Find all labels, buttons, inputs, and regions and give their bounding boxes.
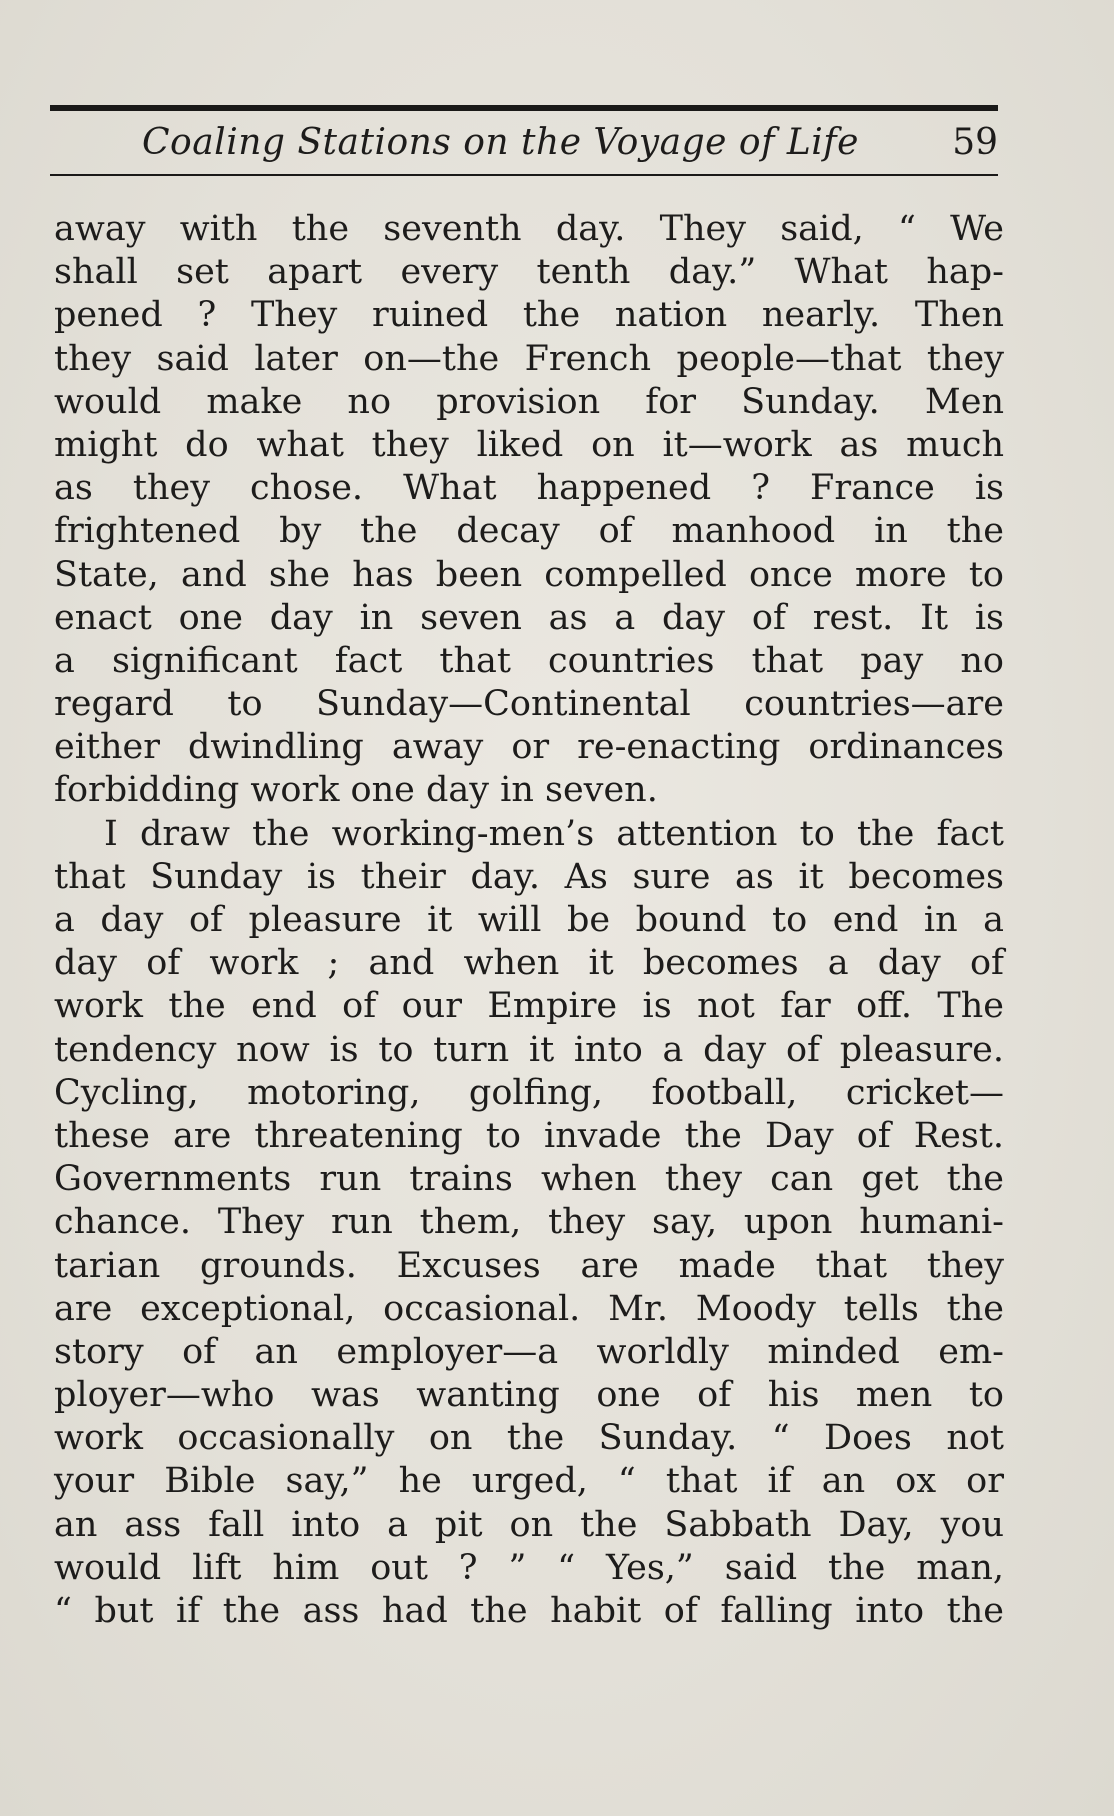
text-line: either dwindling away or re-enacting ordinances <box>54 727 1004 768</box>
text-line: a day of pleasure it will be bound to end in a <box>54 900 1004 940</box>
text-line-paragraph-start: I draw the working-men’s attention to the fact <box>104 813 1004 854</box>
text-line: enact one day in seven as a day of rest. It is <box>54 597 1004 638</box>
text-line-paragraph-end: forbidding work one day in seven. <box>54 770 658 811</box>
text-line: a significant fact that countries that pay no <box>54 640 1004 681</box>
text-line: they said later on—the French people—that they <box>54 338 1004 379</box>
text-line: story of an employer—a worldly minded em- <box>54 1331 1004 1372</box>
body-text <box>54 208 1004 1633</box>
running-head <box>50 116 998 172</box>
text-line: work occasionally on the Sunday. “ Does not <box>54 1418 1004 1459</box>
text-line: State, and she has been compelled once more to <box>54 554 1004 595</box>
text-line: regard to Sunday—Continental countries—are <box>54 684 1004 725</box>
text-line: tarian grounds. Excuses are made that they <box>54 1245 1004 1286</box>
header-top-rule <box>50 105 998 111</box>
text-line: Cycling, motoring, golfing, football, cricket— <box>54 1072 1004 1113</box>
header-bottom-rule <box>50 174 998 176</box>
page-number: 59 <box>952 122 998 163</box>
text-line: frightened by the decay of manhood in the <box>54 511 1004 552</box>
text-line: might do what they liked on it—work as much <box>54 424 1004 465</box>
text-line: ployer—who was wanting one of his men to <box>54 1375 1004 1416</box>
text-line: tendency now is to turn it into a day of pleasure. <box>54 1029 1004 1070</box>
text-line: these are threatening to invade the Day of Rest. <box>54 1115 1004 1156</box>
text-line: day of work ; and when it becomes a day of <box>54 943 1004 984</box>
text-line: work the end of our Empire is not far off. The <box>54 986 1004 1027</box>
text-line: as they chose. What happened ? France is <box>54 468 1004 509</box>
text-line: “ but if the ass had the habit of falling into the <box>54 1591 1004 1631</box>
text-line: are exceptional, occasional. Mr. Moody tells the <box>54 1288 1004 1329</box>
text-line: your Bible say,” he urged, “ that if an ox or <box>54 1461 1004 1502</box>
text-line: away with the seventh day. They said, “ We <box>54 209 1004 249</box>
text-line: an ass fall into a pit on the Sabbath Day, you <box>54 1504 1004 1545</box>
text-line: chance. They run them, they say, upon humani- <box>54 1202 1004 1243</box>
text-line: Governments run trains when they can get the <box>54 1159 1004 1200</box>
text-line: pened ? They ruined the nation nearly. Then <box>54 295 1004 336</box>
text-line: that Sunday is their day. As sure as it becomes <box>54 856 1004 897</box>
text-line: would lift him out ? ” “ Yes,” said the man, <box>54 1547 1004 1588</box>
running-title: Coaling Stations on the Voyage of Life <box>142 122 859 163</box>
text-line: shall set apart every tenth day.” What hap- <box>54 252 1004 293</box>
text-line: would make no provision for Sunday. Men <box>54 381 1004 422</box>
